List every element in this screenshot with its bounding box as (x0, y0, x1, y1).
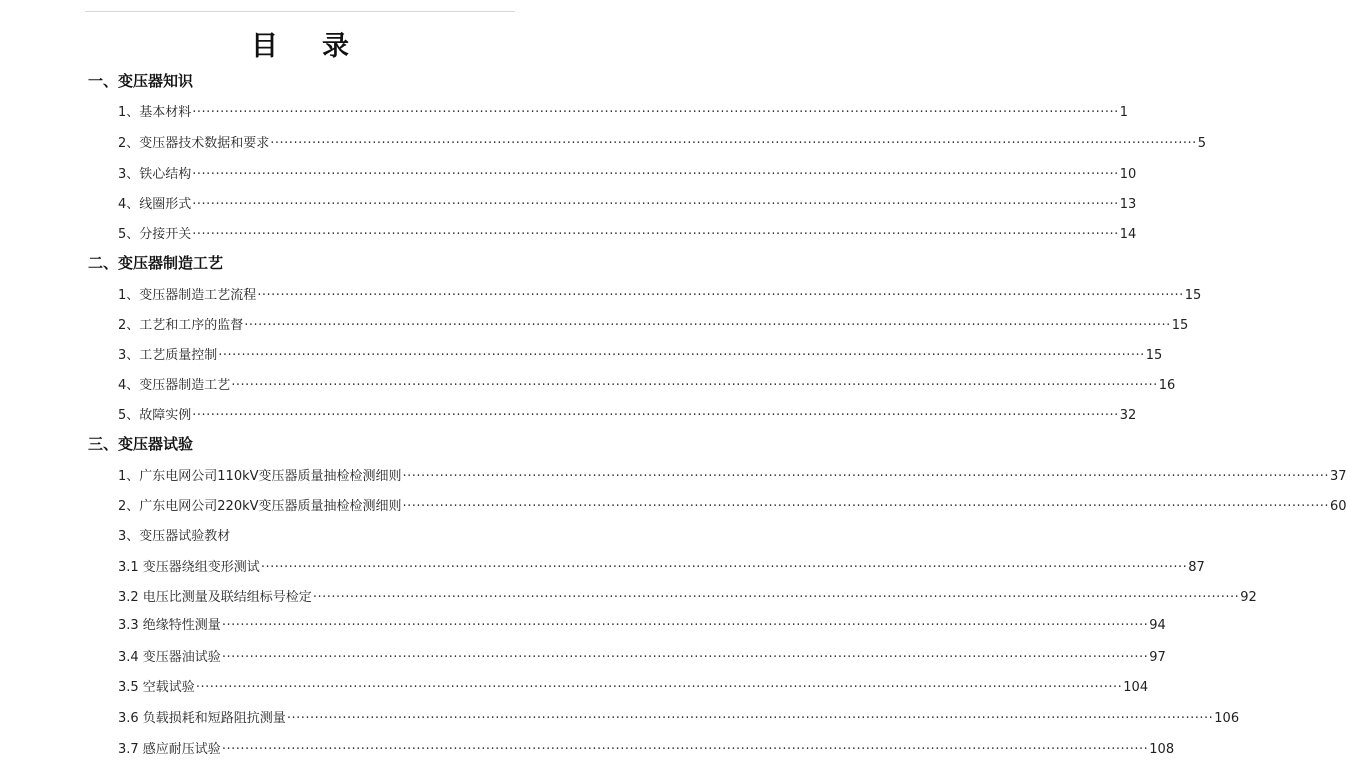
toc-entry-label: 5、分接开关 (118, 227, 192, 242)
toc-entry-label: 3.1 变压器绕组变形测试 (118, 560, 260, 575)
toc-entry[interactable] (118, 707, 1240, 726)
toc-entry[interactable] (118, 101, 1129, 120)
toc-entry-page: 14 (1119, 227, 1137, 242)
toc-entry[interactable] (118, 193, 1137, 212)
leader-dots: ········································································································································································································ (260, 560, 1188, 575)
leader-dots: ········································································································································································································ (195, 680, 1123, 695)
toc-entry-page: 15 (1184, 288, 1202, 303)
toc-entry[interactable] (118, 495, 1347, 514)
leader-dots: ········································································································································································································ (270, 136, 1197, 151)
toc-entry[interactable] (118, 556, 1205, 575)
toc-entry-label: 3、变压器试验教材 (118, 529, 231, 544)
page-title (0, 24, 600, 63)
leader-dots: ········································································································································································································ (221, 618, 1149, 633)
toc-entry-page: 92 (1240, 590, 1257, 605)
toc-entry-label: 3.4 变压器油试验 (118, 650, 221, 665)
leader-dots: ········································································································································································································ (192, 197, 1119, 212)
toc-entry-page: 97 (1149, 650, 1166, 665)
toc-entry-label: 1、广东电网公司110kV变压器质量抽检检测细则 (118, 469, 402, 484)
leader-dots: ········································································································································································································ (192, 227, 1119, 242)
leader-dots: ········································································································································································································ (286, 711, 1214, 726)
toc-entry-page: 10 (1119, 167, 1137, 182)
leader-dots: ········································································································································································································ (312, 590, 1240, 605)
leader-dots: ········································································································································································································ (231, 378, 1158, 393)
leader-dots: ········································································································································································································ (192, 105, 1119, 120)
toc-entry-page: 15 (1171, 318, 1189, 333)
toc-entry-page: 16 (1158, 378, 1176, 393)
toc-entry-label: 1、变压器制造工艺流程 (118, 288, 257, 303)
title-char-1: 目 (251, 31, 278, 62)
toc-entry[interactable] (118, 646, 1166, 665)
leader-dots: ········································································································································································································ (244, 318, 1171, 333)
toc-entry-page: 37 (1329, 469, 1347, 484)
section-heading: 一、变压器知识 (88, 72, 194, 90)
toc-entry-label: 3.3 绝缘特性测量 (118, 618, 221, 633)
toc-entry[interactable] (118, 676, 1149, 695)
toc-entry-page: 5 (1197, 136, 1207, 151)
toc-entry[interactable] (118, 738, 1175, 757)
toc-entry-page: 87 (1188, 560, 1205, 575)
toc-entry[interactable] (118, 404, 1137, 423)
toc-entry-page: 104 (1123, 680, 1149, 695)
toc-entry-label: 4、线圈形式 (118, 197, 192, 212)
toc-entry-page: 15 (1145, 348, 1163, 363)
toc-entry[interactable] (118, 344, 1163, 363)
top-rule (85, 11, 515, 12)
section-heading: 三、变压器试验 (88, 435, 194, 453)
title-char-2: 录 (322, 31, 349, 62)
toc-entry-label: 2、变压器技术数据和要求 (118, 136, 270, 151)
leader-dots: ········································································································································································································ (257, 288, 1184, 303)
toc-entry[interactable] (118, 223, 1137, 242)
toc-entry-page: 32 (1119, 408, 1137, 423)
toc-entry[interactable] (118, 132, 1207, 151)
toc-entry[interactable] (118, 374, 1176, 393)
leader-dots: ········································································································································································································ (402, 499, 1329, 514)
toc-entry[interactable] (118, 284, 1202, 303)
toc-entry-label: 3.7 感应耐压试验 (118, 742, 221, 757)
toc-entry[interactable] (118, 163, 1137, 182)
toc-entry-label: 2、工艺和工序的监督 (118, 318, 244, 333)
toc-entry-page: 94 (1149, 618, 1166, 633)
toc-entry-page: 106 (1214, 711, 1240, 726)
leader-dots: ········································································································································································································ (218, 348, 1145, 363)
toc-entry-page: 1 (1119, 105, 1129, 120)
toc-entry-page: 13 (1119, 197, 1137, 212)
toc-entry[interactable] (118, 314, 1189, 333)
toc-entry-page: 60 (1329, 499, 1347, 514)
toc-entry-label: 3.6 负载损耗和短路阻抗测量 (118, 711, 286, 726)
leader-dots: ········································································································································································································ (192, 167, 1119, 182)
leader-dots: ········································································································································································································ (402, 469, 1329, 484)
toc-entry[interactable] (118, 525, 230, 544)
section-heading: 二、变压器制造工艺 (88, 254, 224, 272)
leader-dots: ········································································································································································································ (221, 650, 1149, 665)
toc-entry[interactable] (118, 586, 1257, 605)
toc-entry-label: 3、铁心结构 (118, 167, 192, 182)
toc-entry[interactable] (118, 465, 1347, 484)
leader-dots: ········································································································································································································ (192, 408, 1119, 423)
toc-entry-label: 4、变压器制造工艺 (118, 378, 231, 393)
toc-entry-label: 3.5 空载试验 (118, 680, 195, 695)
toc-entry-label: 2、广东电网公司220kV变压器质量抽检检测细则 (118, 499, 402, 514)
leader-dots: ········································································································································································································ (221, 742, 1149, 757)
toc-entry-label: 5、故障实例 (118, 408, 192, 423)
toc-entry[interactable] (118, 614, 1166, 633)
toc-entry-page: 108 (1149, 742, 1175, 757)
toc-entry-label: 3.2 电压比测量及联结组标号检定 (118, 590, 312, 605)
toc-entry-label: 3、工艺质量控制 (118, 348, 218, 363)
toc-entry-label: 1、基本材料 (118, 105, 192, 120)
